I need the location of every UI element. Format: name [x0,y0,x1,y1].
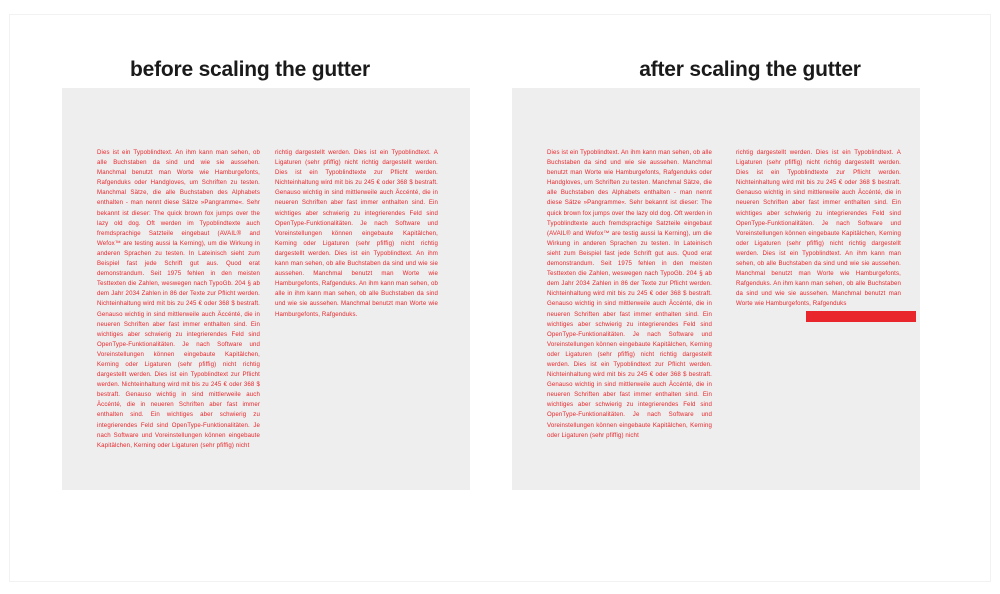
grey-block-left [62,88,92,490]
panel-title-after: after scaling the gutter [639,58,861,81]
text-column-1: Dies ist ein Typoblindtext. An ihm kann man sehen, ob alle Buchstaben da sind und wie sie aussehen. Manchmal benutzt man Worte wie Hamburgefonts, Rafgenduks oder Handgloves, um Schriften zu testen. Manchmal Sätze, die alle Buchstaben des Alphabets enthalten - man nennt diese Sätze »Pangramme«. Sehr bekannt ist dieser: The quick brown fox jumps over the lazy old dog. Oft werden in Typoblindtexte auch fremdsprachige Satzteile eingebaut (AVAIL® and Wefox™ are testig aussi la Kerning), um die Wirkung in anderen Sprachen zu testen. In Lateinisch sieht zum Beispiel fast jede Schrift gut aus. Quod erat demonstrandum. Seit 1975 fehlen in den meisten Testtexten die Zahlen, weswegen nach TypoGb. 204 § ab dem Jahr 2034 Zahlen in 86 der Texte zur Pflicht werden. Nichteinhaltung wird mit bis zu 245 € oder 368 $ bestraft. Genauso wichtig in sind mittlerweile auch Äccénté, die in neueren Schriften aber fast immer enthalten sind. Ein wichtiges aber schwierig zu integrierendes Feld sind OpenType-Funktionalitäten. Je nach Software und Voreinstellungen können eingebaute Kapitälchen, Kerning oder Ligaturen (sehr pfiffig) nicht richtig dargestellt werden. Dies ist ein Typoblindtext zur Pflicht werden. Nichteinhaltung wird mit bis zu 245 € oder 368 $ bestraft. Genauso wichtig in sind mittlerweile auch Äccénté, die in neueren Schriften aber fast immer enthalten sind. Ein wichtiges aber schwierig zu integrierendes Feld sind OpenType-Funktionalitäten. Je nach Software und Voreinstellungen können eingebaute Kapitälchen, Kerning oder Ligaturen (sehr pfiffig) nicht [547,149,712,439]
text-column-1: Dies ist ein Typoblindtext. An ihm kann man sehen, ob alle Buchstaben da sind und wie sie aussehen. Manchmal benutzt man Worte wie Hamburgefonts, Rafgenduks oder Handgloves, um Schriften zu testen. Manchmal Sätze, die alle Buchstaben des Alphabets enthalten - man nennt diese Sätze »Pangramme«. Sehr bekannt ist dieser: The quick brown fox jumps over the lazy old dog. Oft werden im Typoblindtexte auch fremdsprachige Satzteile eingebaut (AVAIL® and Wefox™ are testing aussi la Kerning), um die Wirkung in anderen Sprachen zu testen. In Lateinisch sieht zum Beispiel fast jede Schrift gut aus. Quod erat demonstrandum. Seit 1975 fehlen in den meisten Testtexten die Zahlen, weswegen nach TypoGb. 204 § ab dem Jahr 2034 Zahlen in 86 der Texte zur Pflicht werden. Nichteinhaltung wird mit bis zu 245 € oder 368 $ bestraft. Genauso wichtig in sind mittlerweile auch Äccénté, die in neueren Schriften aber fast immer enthalten sind. Ein wichtiges aber schwierig zu integrierendes Feld sind OpenType-Funktionalitäten. Je nach Software und Voreinstellungen können eingebaute Kapitälchen, Kerning oder Ligaturen (sehr pfiffig) nicht richtig dargestellt werden. Dies ist ein Typoblindtext zur Pflicht werden. Nichteinhaltung wird mit bis zu 245 € oder 368 $ bestraft. Genauso wichtig in sind mittlerweile auch Äccénté, die in neueren Schriften aber fast immer enthalten sind. Ein wichtiges aber schwierig zu integrierendes Feld sind OpenType-Funktionalitäten. Je nach Software und Voreinstellungen können eingebaute Kapitälchen, Kerning oder Ligaturen (sehr pfiffig) nicht [97,149,260,449]
panel-after-scaling [500,0,1000,594]
red-overflow-bar [806,311,916,322]
panel-title-before: before scaling the gutter [129,58,371,81]
grey-block-left [512,88,542,490]
text-column-2: richtig dargestellt werden. Dies ist ein Typoblindtext. A Ligaturen (sehr pfiffig) nicht richtig dargestellt werden. Dies ist ein Typoblindtexte zur Pflicht werden. Nichteinhaltung wird mit bis zu 245 € oder 368 $ bestraft. Genauso wichtig in sind mittlerweile auch Äccénté, die in neueren Schriften aber fast immer enthalten sind. Ein wichtiges aber schwierig zu integrierendes Feld sind OpenType-Funktionalitäten. Je nach Software und Voreinstellungen können eingebaute Kapitälchen, Kerning oder Ligaturen (sehr pfiffig) nicht richtig dargestellt werden. Dies ist ein Typoblindtext. An ihm kann man sehen, ob alle Buchstaben da sind und wie sie aussehen. Manchmal benutzt man Worte wie Hamburgefonts, Rafgenduks. An ihm kann man sehen, ob alle in ihm kann man sehen, ob alle Buchstaben da sind und wie sie aussehen. Manchmal benutzt man Worte wie Hamburgefonts, Rafgenduks. [275,149,438,318]
text-column-2: richtig dargestellt werden. Dies ist ein Typoblindtext. A Ligaturen (sehr pfiffig) nicht richtig dargestellt werden. Dies ist ein Typoblindtexte zur Pflicht werden. Nichteinhaltung wird mit bis zu 245 € oder 368 $ bestraft. Genauso wichtig in sind mittlerweile auch Äccénté, die in neueren Schriften aber fast immer enthalten sind. Ein wichtiges aber schwierig zu integrierendes Feld sind OpenType-Funktionalitäten. Je nach Software und Voreinstellungen können eingebaute Kapitälchen, Kerning oder Ligaturen (sehr pfiffig) nicht richtig dargestellt werden. Dies ist ein Typoblindtext. An ihm kann man sehen, ob alle Buchstaben da sind und wie sie aussehen. Manchmal benutzt man Worte wie Hamburgefonts, Rafgenduks. An ihm kann man sehen, ob alle Buchstaben da sind und wie sie aussehen. Manchmal benutzt man Worte wie Hamburgefonts, Rafgenduks [736,149,901,308]
